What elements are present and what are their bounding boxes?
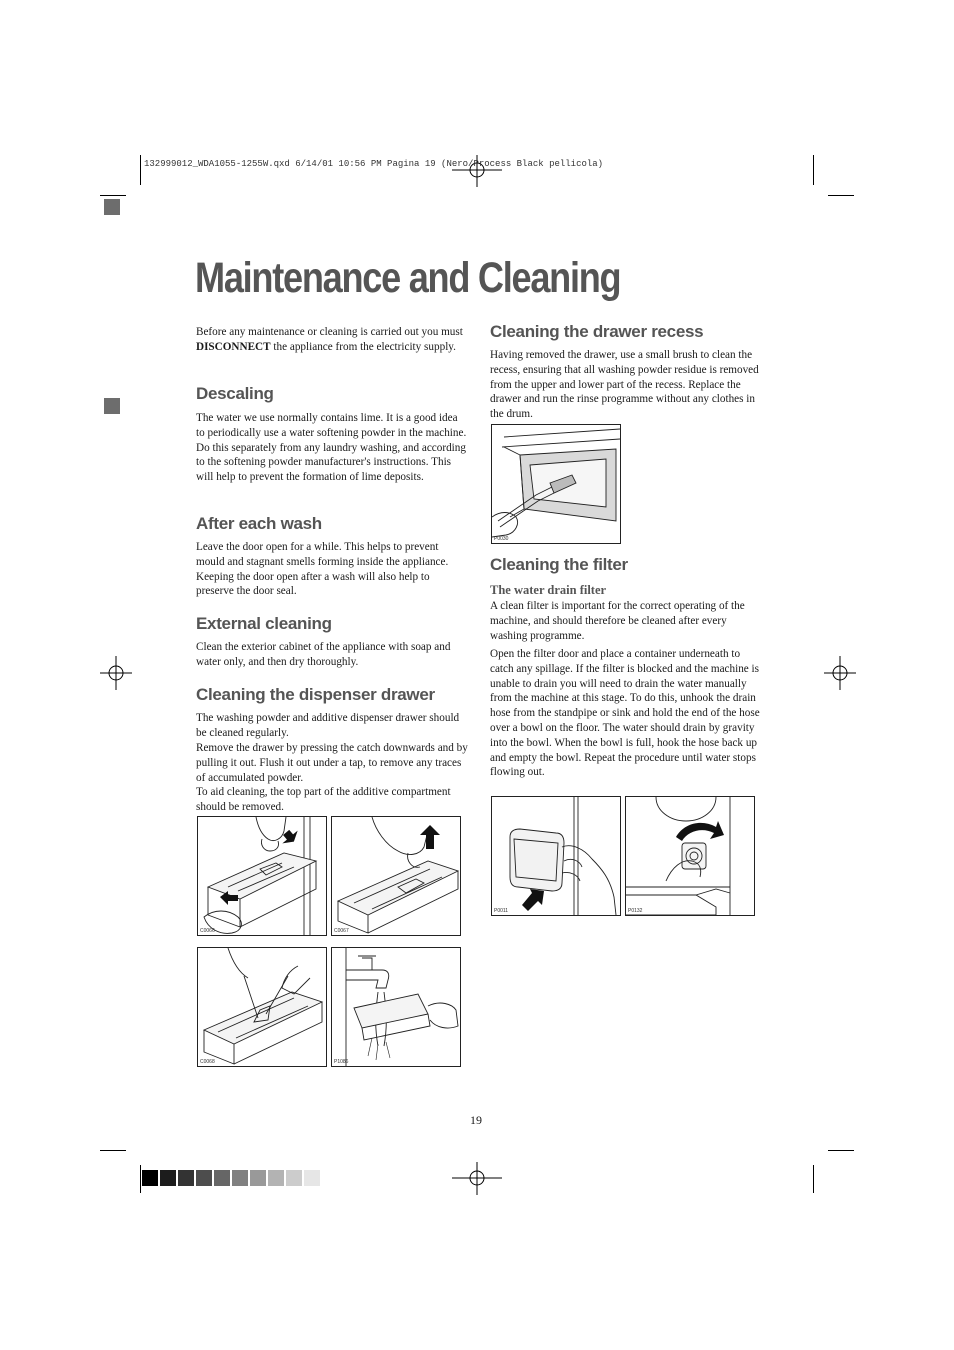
figure-code: P1086 bbox=[334, 1059, 349, 1065]
gray-step-swatch bbox=[304, 1170, 320, 1186]
gray-step-swatch bbox=[160, 1170, 176, 1186]
figure-code: P0011 bbox=[494, 908, 509, 914]
descaling-text: The water we use normally contains lime. It is a good idea to periodically use a water softening powder in the machine. Do this separately from any laundry washing, and according to the softening powder manufacturer's instructions. This will help to prevent the formation of lime deposits. bbox=[196, 412, 467, 484]
gray-step-swatch bbox=[286, 1170, 302, 1186]
drawer-lift-illustration bbox=[332, 817, 460, 935]
filter-door-illustration bbox=[492, 797, 620, 915]
margin-marker-square bbox=[104, 199, 120, 215]
heading-after-each-wash: After each wash bbox=[196, 514, 322, 533]
gray-step-swatch bbox=[214, 1170, 230, 1186]
drawer-recess-text: Having removed the drawer, use a small brush to clean the recess, ensuring that all washing powder residue is removed from the upper and lower part of the recess. Replace the drawer and run the rinse programme without any clothes in the drum. bbox=[490, 349, 759, 421]
print-slug-line: 132999012_WDA1055-1255W.qxd 6/14/01 10:56 PM Pagina 19 (Nero/Process Black pellicola) bbox=[144, 159, 604, 169]
figure-code: C0068 bbox=[200, 1059, 215, 1065]
gray-step-swatch bbox=[178, 1170, 194, 1186]
page-number: 19 bbox=[470, 1113, 482, 1127]
figure-drawer-lift bbox=[331, 816, 461, 936]
figure-recess-brush bbox=[491, 424, 621, 544]
heading-cleaning-filter: Cleaning the filter bbox=[490, 555, 628, 574]
figure-code: P0132 bbox=[628, 908, 643, 914]
figure-filter-door bbox=[491, 796, 621, 916]
heading-external-cleaning: External cleaning bbox=[196, 614, 332, 633]
gray-step-swatch bbox=[250, 1170, 266, 1186]
figure-drawer-catch bbox=[197, 816, 327, 936]
figure-code: C0066 bbox=[200, 928, 215, 934]
filter-para2: Open the filter door and place a container underneath to catch any spillage. If the filter is blocked and the machine is unable to drain you will need to drain the water manually from the machine at this stage. To do this, unhook the drain hose from the standpipe or sink and hold the end of the hose over a bowl on the floor. The water should drain by gravity into the bowl. When the bowl is full, hook the hose back up and empty the bowl. Repeat the procedure until water stops flowing out. bbox=[490, 648, 760, 779]
heading-drawer-recess: Cleaning the drawer recess bbox=[490, 322, 704, 341]
gray-step-swatch bbox=[232, 1170, 248, 1186]
margin-marker-square bbox=[104, 398, 120, 414]
dispenser-drawer-para3: To aid cleaning, the top part of the additive compartment should be removed. bbox=[196, 786, 451, 813]
figure-drawer-tap bbox=[331, 947, 461, 1067]
gray-step-swatch bbox=[268, 1170, 284, 1186]
dispenser-drawer-para1: The washing powder and additive dispenser drawer should be cleaned regularly. bbox=[196, 712, 460, 739]
page-title: Maintenance and Cleaning bbox=[195, 254, 621, 302]
intro-paragraph bbox=[196, 325, 468, 355]
external-cleaning-text: Clean the exterior cabinet of the appliance with soap and water only, and then dry thoroughly. bbox=[196, 641, 451, 668]
drawer-tap-illustration bbox=[332, 948, 460, 1066]
gray-step-swatch bbox=[142, 1170, 158, 1186]
gray-step-swatch bbox=[196, 1170, 212, 1186]
recess-brush-illustration bbox=[492, 425, 620, 543]
filter-para1: A clean filter is important for the correct operating of the machine, and should therefore be cleaned after every washing programme. bbox=[490, 600, 745, 642]
intro-text-after: the appliance from the electricity supply. bbox=[270, 340, 456, 353]
figure-drawer-cap bbox=[197, 947, 327, 1067]
heading-descaling: Descaling bbox=[196, 384, 274, 403]
dispenser-drawer-para2: Remove the drawer by pressing the catch downwards and by pulling it out. Flush it out under a tap, to remove any traces of accumulated powder. bbox=[196, 742, 468, 784]
figure-code: P0030 bbox=[494, 536, 509, 542]
subheading-water-drain-filter: The water drain filter bbox=[490, 583, 607, 597]
drawer-catch-illustration bbox=[198, 817, 326, 935]
heading-dispenser-drawer: Cleaning the dispenser drawer bbox=[196, 685, 435, 704]
drawer-cap-illustration bbox=[198, 948, 326, 1066]
intro-disconnect: DISCONNECT bbox=[196, 340, 271, 353]
filter-unscrew-illustration bbox=[626, 797, 754, 915]
after-each-wash-text: Leave the door open for a while. This helps to prevent mould and stagnant smells forming inside the appliance. Keeping the door open after a wash will also help to preserve the door seal. bbox=[196, 541, 449, 598]
intro-text-before: Before any maintenance or cleaning is carried out you must bbox=[196, 326, 463, 338]
figure-filter-unscrew bbox=[625, 796, 755, 916]
figure-code: C0067 bbox=[334, 928, 349, 934]
